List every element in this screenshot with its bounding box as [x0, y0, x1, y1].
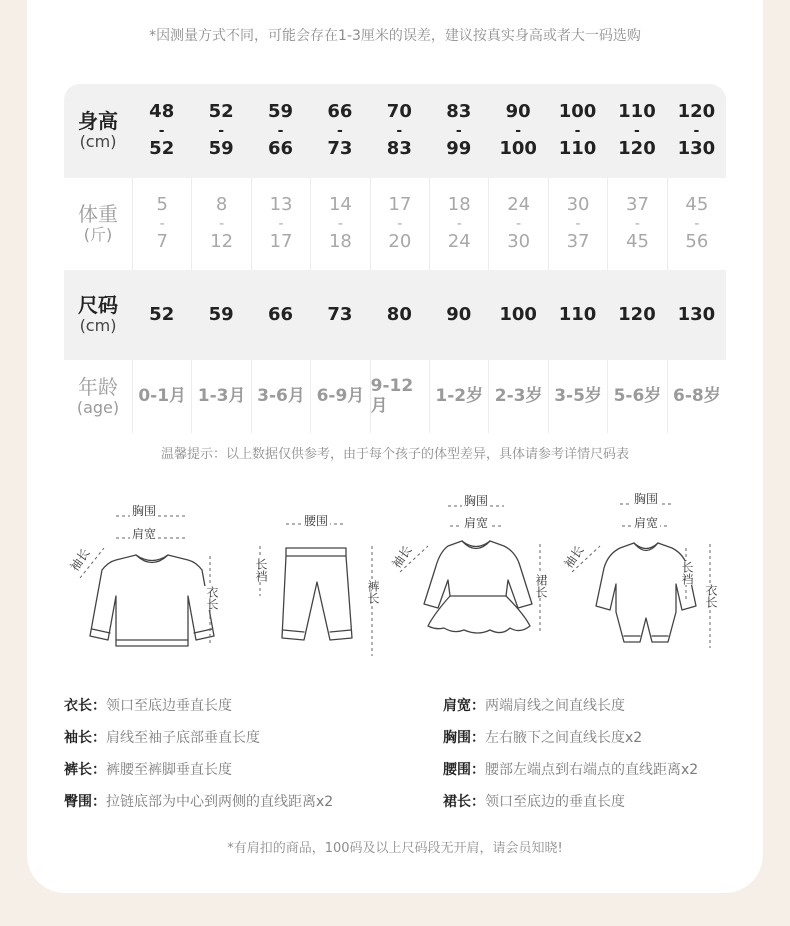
definition-item — [443, 690, 698, 722]
definition-term: 肩宽 — [443, 698, 471, 714]
weight-cells — [132, 178, 726, 270]
age-cell — [310, 360, 369, 433]
height-cell — [488, 84, 547, 178]
age-value: 0-1月 — [138, 385, 187, 406]
sweater-chest-label: 胸围 — [132, 504, 157, 518]
height-min: 70 — [386, 101, 412, 123]
definition-item — [64, 754, 333, 786]
definition-term: 衣长 — [64, 698, 92, 714]
dress-length-label: 裙长 — [534, 574, 548, 598]
weight-max: 37 — [566, 231, 590, 252]
age-value: 3-5岁 — [554, 385, 602, 406]
range-dash: - — [219, 216, 225, 232]
height-min: 110 — [618, 101, 656, 123]
weight-min: 14 — [328, 194, 352, 216]
weight-cell — [548, 178, 607, 270]
weight-max: 45 — [626, 231, 649, 252]
measurement-diagrams — [64, 488, 734, 668]
pants-drawing — [282, 548, 352, 640]
height-cell — [548, 84, 607, 178]
height-cells — [132, 84, 726, 178]
weight-min: 18 — [447, 194, 471, 216]
range-dash: - — [396, 123, 403, 139]
definition-item — [64, 722, 333, 754]
age-cell — [667, 360, 726, 433]
weight-min: 24 — [507, 194, 531, 216]
size-header — [64, 294, 132, 335]
diagram-drawings — [64, 488, 734, 668]
size-value: 130 — [677, 303, 716, 325]
age-cell — [548, 360, 607, 433]
weight-cell — [251, 178, 310, 270]
height-cell — [132, 84, 191, 178]
definition-desc: 腰部左端点到右端点的直线距离x2 — [485, 762, 699, 778]
dress-chest-label: 胸围 — [464, 494, 489, 508]
range-dash: - — [337, 123, 343, 139]
definition-desc: 左右腋下之间直线长度x2 — [485, 730, 643, 746]
size-cell — [251, 270, 310, 360]
weight-cell — [191, 178, 250, 270]
size-value: 120 — [618, 303, 656, 325]
height-cell — [667, 84, 726, 178]
height-max: 59 — [208, 138, 234, 159]
romper-length-label: 衣长 — [704, 584, 718, 608]
weight-max: 56 — [685, 231, 709, 252]
definition-item — [443, 754, 698, 786]
definition-term: 袖长 — [64, 730, 92, 746]
age-value: 2-3岁 — [494, 385, 543, 406]
weight-min: 37 — [626, 194, 649, 216]
height-max: 73 — [327, 138, 353, 159]
size-unit: (cm) — [79, 316, 117, 336]
height-header — [64, 110, 132, 151]
weight-min: 13 — [269, 194, 293, 216]
size-value: 90 — [446, 303, 472, 325]
dress-sleeve-label: 袖长 — [389, 543, 415, 571]
weight-cell — [607, 178, 666, 270]
weight-cell — [370, 178, 429, 270]
definition-separator: ： — [471, 794, 485, 810]
definition-term: 胸围 — [443, 730, 471, 746]
weight-max: 7 — [156, 231, 168, 252]
weight-header — [64, 203, 132, 244]
definition-separator: ： — [92, 794, 106, 810]
range-dash: - — [456, 216, 462, 232]
height-min: 83 — [446, 101, 472, 123]
height-max: 83 — [386, 138, 412, 159]
age-unit: (age) — [76, 397, 120, 417]
definition-term: 裙长 — [443, 794, 471, 810]
definition-term: 腰围 — [443, 762, 471, 778]
range-dash: - — [575, 216, 581, 232]
size-cell — [310, 270, 369, 360]
weight-row — [64, 178, 726, 270]
definition-desc: 肩线至袖子底部垂直长度 — [106, 730, 260, 746]
definition-separator: ： — [471, 762, 485, 778]
height-row — [64, 84, 726, 178]
size-value: 52 — [149, 303, 175, 325]
size-value: 59 — [208, 303, 234, 325]
height-min: 120 — [677, 101, 716, 123]
sweater-length-label: 衣长 — [205, 586, 219, 610]
height-cell — [310, 84, 369, 178]
height-min: 100 — [558, 101, 597, 123]
size-label: 尺码 — [78, 293, 118, 318]
height-cell — [429, 84, 488, 178]
age-cell — [370, 360, 429, 433]
definition-term: 裤长 — [64, 762, 92, 778]
weight-label: 体重 — [78, 202, 118, 227]
age-value: 6-9月 — [316, 385, 365, 406]
weight-min: 5 — [156, 194, 168, 216]
height-max: 130 — [677, 138, 716, 159]
definitions-right — [443, 690, 698, 818]
age-value: 6-8岁 — [673, 385, 721, 406]
sweater-sleeve-label: 袖长 — [67, 546, 93, 574]
height-unit: (cm) — [79, 132, 117, 152]
height-label: 身高 — [78, 109, 118, 134]
range-dash: - — [634, 216, 640, 232]
height-cell — [191, 84, 250, 178]
age-cell — [191, 360, 250, 433]
size-cell — [607, 270, 666, 360]
pants-length-label: 裤长 — [366, 580, 380, 604]
definition-item — [443, 786, 698, 818]
height-max: 66 — [267, 138, 294, 159]
weight-max: 17 — [269, 231, 293, 252]
size-cell — [548, 270, 607, 360]
definitions-left — [64, 690, 333, 818]
size-value: 73 — [327, 303, 353, 325]
range-dash: - — [694, 216, 700, 232]
size-row — [64, 270, 726, 360]
height-max: 110 — [558, 138, 597, 159]
height-min: 66 — [327, 101, 353, 123]
age-cell — [251, 360, 310, 433]
range-dash: - — [277, 123, 284, 139]
height-min: 59 — [267, 101, 294, 123]
weight-max: 12 — [210, 231, 234, 252]
definition-separator: ： — [471, 698, 485, 714]
size-cell — [132, 270, 191, 360]
range-dash: - — [278, 216, 284, 232]
range-dash: - — [693, 123, 700, 139]
size-cell — [488, 270, 547, 360]
size-cell — [429, 270, 488, 360]
range-dash: - — [159, 216, 165, 232]
age-value: 3-6月 — [257, 385, 305, 406]
romper-sleeve-label: 袖长 — [561, 543, 587, 571]
range-dash: - — [158, 123, 165, 139]
height-cell — [607, 84, 666, 178]
height-max: 99 — [446, 138, 472, 159]
sweater-shoulder-label: 肩宽 — [132, 527, 157, 541]
range-dash: - — [455, 123, 462, 139]
range-dash: - — [516, 216, 522, 232]
romper-drawing — [596, 543, 696, 642]
measurement-note: *因测量方式不同，可能会存在1-3厘米的误差，建议按真实身高或者大一码选购 — [149, 28, 641, 44]
age-value: 9-12月 — [370, 375, 414, 416]
definition-desc: 领口至底边的垂直长度 — [485, 794, 625, 810]
definition-separator: ： — [92, 730, 106, 746]
age-label: 年龄 — [78, 374, 118, 399]
age-value: 1-3月 — [197, 385, 246, 406]
definition-item — [64, 786, 333, 818]
age-cell — [429, 360, 488, 433]
dress-drawing — [424, 541, 532, 633]
weight-cell — [488, 178, 547, 270]
weight-min: 8 — [215, 194, 228, 216]
height-min: 48 — [149, 101, 175, 123]
height-max: 52 — [149, 138, 175, 159]
weight-min: 45 — [685, 194, 709, 216]
height-min: 90 — [505, 101, 531, 123]
age-cells — [132, 360, 726, 433]
size-cells — [132, 270, 726, 360]
age-cell — [607, 360, 666, 433]
age-row — [64, 360, 726, 433]
height-max: 120 — [618, 138, 656, 159]
size-cell — [191, 270, 250, 360]
height-cell — [370, 84, 429, 178]
definition-item — [64, 690, 333, 722]
weight-min: 30 — [566, 194, 590, 216]
range-dash: - — [218, 123, 225, 139]
age-cell — [132, 360, 191, 433]
weight-cell — [310, 178, 369, 270]
range-dash: - — [634, 123, 640, 139]
height-cell — [251, 84, 310, 178]
definition-term: 臀围 — [64, 794, 92, 810]
sweater-drawing — [90, 555, 214, 646]
weight-cell — [429, 178, 488, 270]
definition-item — [443, 722, 698, 754]
definition-desc: 领口至底边垂直长度 — [106, 698, 232, 714]
weight-max: 24 — [447, 231, 471, 252]
range-dash: - — [515, 123, 522, 139]
age-cell — [488, 360, 547, 433]
size-value: 80 — [386, 303, 412, 325]
romper-rise-label: 长裆 — [680, 561, 694, 585]
age-value: 5-6岁 — [613, 385, 662, 406]
size-value: 110 — [558, 303, 597, 325]
range-dash: - — [337, 216, 343, 232]
weight-unit: (斤) — [83, 225, 113, 245]
weight-max: 18 — [328, 231, 352, 252]
definition-desc: 两端肩线之间直线长度 — [485, 698, 625, 714]
definition-desc: 拉链底部为中心到两侧的直线距离x2 — [106, 794, 334, 810]
definition-separator: ： — [92, 698, 106, 714]
size-value: 66 — [267, 303, 294, 325]
weight-min: 17 — [388, 194, 412, 216]
weight-max: 30 — [507, 231, 531, 252]
size-cell — [370, 270, 429, 360]
reference-tip: 温馨提示：以上数据仅供参考，由于每个孩子的体型差异，具体请参考详情尺码表 — [160, 447, 629, 462]
age-header — [64, 376, 132, 417]
weight-max: 20 — [388, 231, 412, 252]
weight-cell — [667, 178, 726, 270]
size-value: 100 — [499, 303, 537, 325]
romper-chest-label: 胸围 — [634, 492, 659, 506]
shoulder-button-note: *有肩扣的商品，100码及以上尺码段无开肩，请会员知晓! — [227, 841, 563, 856]
age-value: 1-2岁 — [435, 385, 484, 406]
pants-rise-label: 长裆 — [254, 558, 268, 582]
size-cell — [667, 270, 726, 360]
definition-separator: ： — [92, 762, 106, 778]
range-dash: - — [574, 123, 581, 139]
definition-separator: ： — [471, 730, 485, 746]
size-table — [64, 84, 726, 433]
range-dash: - — [397, 216, 403, 232]
pants-waist-label: 腰围 — [304, 514, 329, 528]
height-min: 52 — [208, 101, 234, 123]
height-max: 100 — [499, 138, 537, 159]
definition-desc: 裤腰至裤脚垂直长度 — [106, 762, 232, 778]
romper-shoulder-label: 肩宽 — [634, 516, 659, 530]
dress-shoulder-label: 肩宽 — [464, 516, 489, 530]
weight-cell — [132, 178, 191, 270]
